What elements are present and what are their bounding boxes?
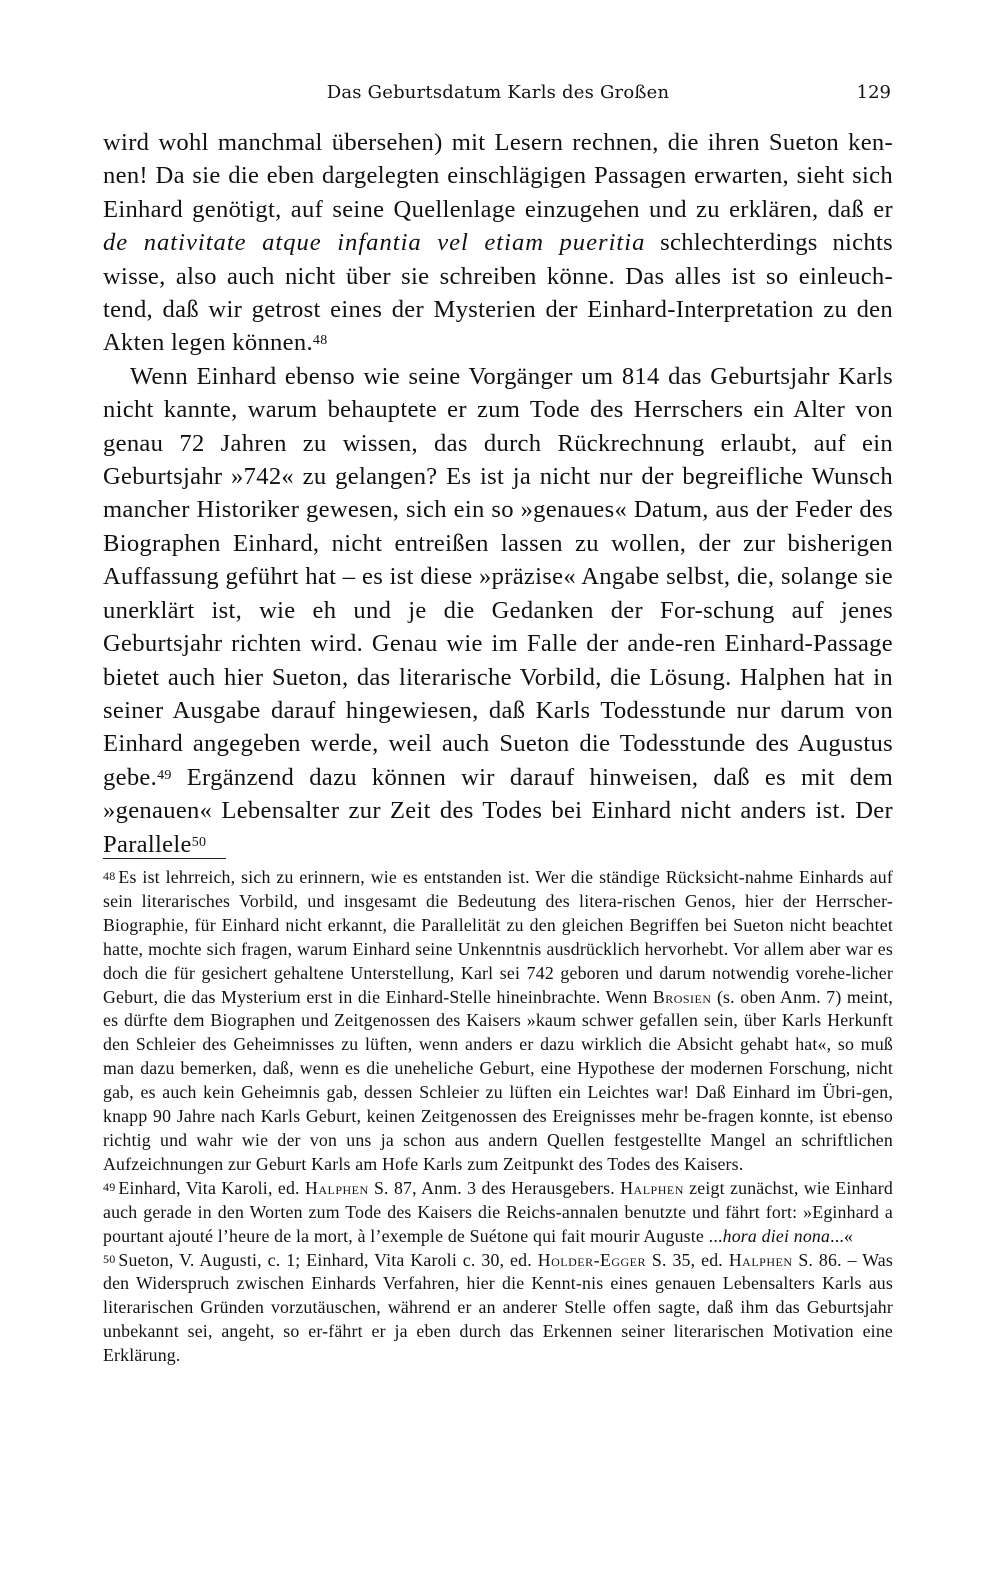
text-run: S. 86. – Was den Widerspruch zwischen Einhards Verfahren, hier die Kennt-nis eines genauen Lebensalters Karls aus literarischen Gründen vorzutäuschen, während er an anderer Stelle offen sagte, daß ihm das Geburtsjahr unbekannt sei, angeht, so er-fährt er ja eben durch das Erkennen seiner literarischen Motivation eine Erklärung. [103, 1249, 893, 1366]
running-header [103, 78, 893, 112]
footnote-ref: 48 [312, 333, 328, 349]
page-number: 129 [856, 82, 891, 103]
text-run: wird wohl manchmal übersehen) mit Lesern rechnen, die ihren Sueton ken-nen! Da sie die eben dargelegten einschlägigen Passagen erwarten, sieht sich Einhard genötigt, auf seine Quellenlage einzugehen und zu erklären, daß er [103, 129, 893, 223]
text-run: (s. oben Anm. 7) meint, es dürfte dem Biographen und Zeitgenossen des Kaisers »kaum schwer gefallen sein, über Karls Herkunft den Schleier des Geheimnisses zu lüften, wenn anders er dazu wirklich die Absicht gehabt hat«, so muß man dazu bemerken, daß, wenn es die uneheliche Geburt, eine Hypothese der modernen Forschung, nicht gab, es auch kein Geheimnis gab, dessen Schleier zu lüften ein Leichtes war! Daß Einhard im Übri-gen, knapp 90 Jahre nach Karls Geburt, keinen Zeitgenossen des Ereignisses mehr be-fragen konnte, ist ebenso richtig und wahr wie der von uns ja schon aus andern Quellen festgestellte Mangel an schriftlichen Aufzeichnungen zur Geburt Karls am Hofe Karls zum Zeitpunkt des Todes des Kaisers. [103, 986, 894, 1174]
footnote-number: 48 [103, 869, 116, 883]
author-name: Halphen [728, 1249, 793, 1270]
text-run: Ergänzend dazu können wir darauf hinweisen, daß es mit dem »genauen« Lebensalter zur Zeit des Todes bei Einhard nicht anders ist. Der Parallele [103, 763, 893, 858]
text-run: zeigt zunächst, wie Einhard auch gerade in den Worten zum Tode des Kaisers die Reichs-annalen benutzte und fährt fort: »Eginhard a pourtant ajouté l’heure de la mort, à l’exemple de Suétone qui fait mourir Auguste ... [103, 1177, 893, 1246]
text-run: S. 35, ed. [646, 1249, 729, 1270]
footnote-49 [103, 1177, 893, 1249]
footnotes [103, 866, 893, 1368]
footnote-48 [103, 866, 893, 1177]
author-name: Halphen [620, 1177, 684, 1198]
footnote-number: 50 [103, 1251, 116, 1266]
footnote-ref: 49 [157, 767, 172, 783]
latin-quote: de nativitate atque infantia vel etiam pueritia [103, 229, 646, 257]
text-run: S. 87, Anm. 3 des Herausgebers. [368, 1177, 621, 1198]
text-run: Sueton, V. Augusti, c. 1; Einhard, Vita Karoli c. 30, ed. [118, 1249, 538, 1270]
latin-quote: hora diei nona [722, 1225, 831, 1246]
footnote-ref: 50 [191, 834, 207, 850]
footnote-rule [103, 858, 226, 859]
text-run: Einhard, Vita Karoli, ed. [118, 1177, 305, 1198]
text-run: Wenn Einhard ebenso wie seine Vorgänger um 814 das Geburtsjahr Karls nicht kannte, warum behauptete er zum Tode des Herrschers ein Alter von genau 72 Jahren zu wissen, das durch Rückrechnung erlaubt, auf ein Geburtsjahr »742« zu gelangen? Es ist ja nicht nur der begreifliche Wunsch mancher Historiker gewesen, sich ein so »genaues« Datum, aus der Feder des Biographen Einhard, nicht entreißen lassen zu wollen, der zur bisherigen Auffassung geführt hat – es ist diese »präzise« Angabe selbst, die, solange sie unerklärt ist, wie eh und je die Gedanken der For-schung auf jenes Geburtsjahr richten wird. Genau wie im Falle der ande-ren Einhard-Passage bietet auch hier Sueton, das literarische Vorbild, die Lösung. Halphen hat in seiner Ausgabe darauf hingewiesen, daß Karls Todesstunde nur darum von Einhard angegeben werde, weil auch Sueton die Todesstunde des Augustus gebe. [103, 362, 893, 791]
main-text [103, 126, 893, 861]
footnote-number: 49 [103, 1179, 116, 1194]
paragraph [103, 126, 893, 360]
text-run: Es ist lehrreich, sich zu erinnern, wie es entstanden ist. Wer die ständige Rücksicht-nahme Einhards auf sein literarisches Vorbild, und insgesamt die Bedeutung des litera-rischen Genos, hier der Herrscher-Biographie, für Einhard nicht erkannt, die Parallelität zu den gleichen Begriffen bei Sueton nicht beachtet hatte, mochte sich fragen, warum Einhard seine Unkenntnis ausdrücklich hervorhebt. Vor allem aber war es doch die für gesichert gehaltene Unterstellung, Karl sei 742 geboren und darum notwendig vorehe-licher Geburt, die das Mysterium erst in die Einhard-Stelle hineinbrachte. Wenn [103, 867, 893, 1007]
paragraph [103, 360, 893, 861]
running-title: Das Geburtsdatum Karls des Großen [326, 82, 670, 103]
author-name: Holder-Egger [537, 1249, 647, 1270]
author-name: Brosien [652, 986, 712, 1007]
author-name: Halphen [304, 1177, 369, 1198]
text-run: ...« [830, 1225, 854, 1246]
text-run: schlechterdings nichts wisse, also auch nicht über sie schreiben könne. Das alles ist so einleuch-tend, daß wir getrost eines der Mysterien der Einhard-Interpretation zu den Akten legen können. [103, 229, 893, 357]
footnote-50 [103, 1249, 893, 1369]
